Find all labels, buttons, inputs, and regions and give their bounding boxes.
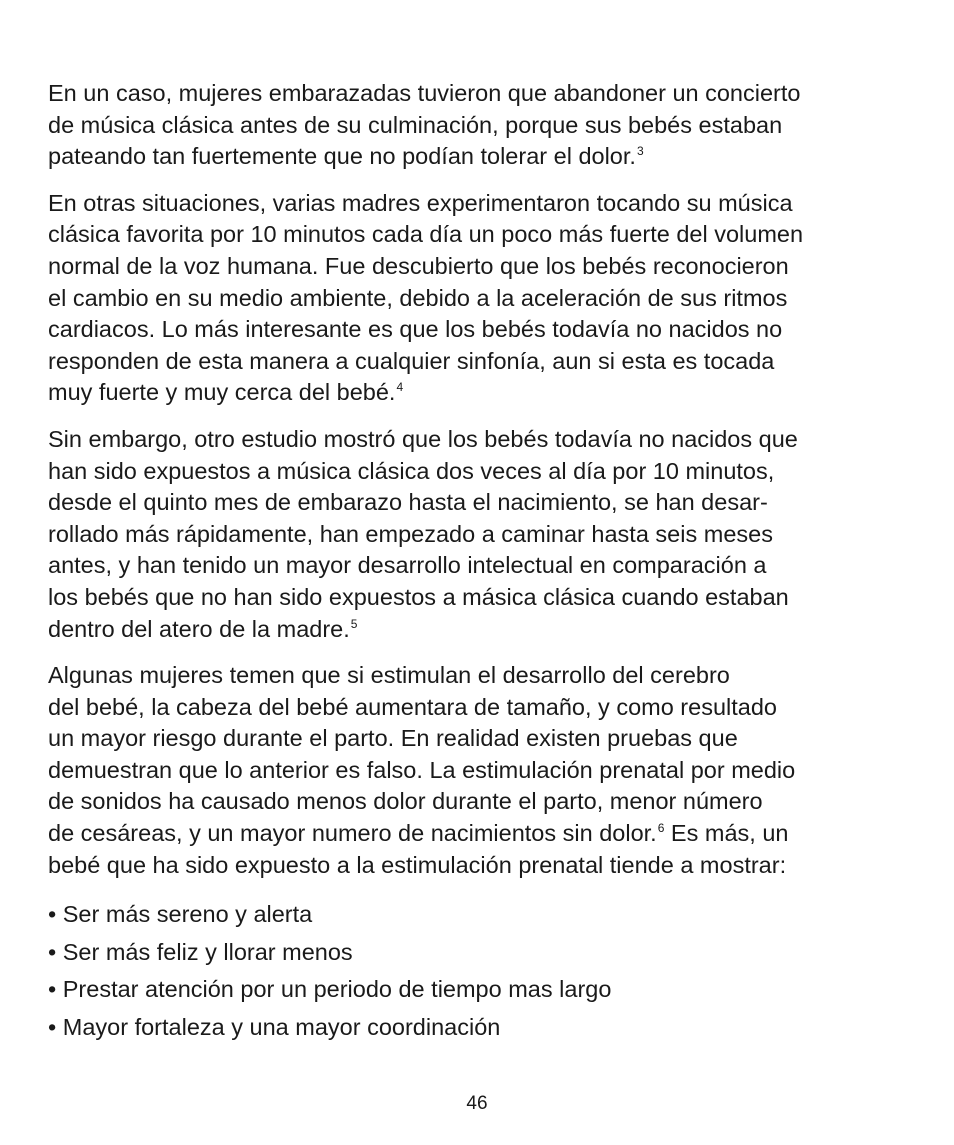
text-line: responden de esta manera a cualquier sinfonía, aun si esta es tocada	[48, 347, 775, 374]
text-line: En un caso, mujeres embarazadas tuvieron que abandoner un concierto	[48, 80, 801, 106]
text-line	[48, 141, 918, 173]
text-line: En otras situaciones, varias madres experimentaron tocando su música	[48, 189, 793, 216]
footnote-marker: 6	[657, 821, 665, 836]
text-line	[48, 614, 918, 646]
page-number: 46	[466, 1093, 488, 1114]
list-item: • Ser más feliz y llorar menos	[48, 938, 353, 965]
text-line-content: muy fuerte y muy cerca del bebé.	[48, 379, 396, 406]
page-body	[48, 78, 918, 1047]
text-line: de música clásica antes de su culminación, porque sus bebés estaban	[48, 111, 783, 138]
text-line: del bebé, la cabeza del bebé aumentara de tamaño, y como resultado	[48, 693, 777, 720]
text-line: demuestran que lo anterior es falso. La estimulación prenatal por medio	[48, 756, 796, 783]
list-item: • Mayor fortaleza y una mayor coordinación	[48, 1014, 501, 1041]
text-line: clásica favorita por 10 minutos cada día un poco más fuerte del volumen	[48, 221, 804, 248]
list-item: • Ser más sereno y alerta	[48, 901, 313, 928]
text-line: Sin embargo, otro estudio mostró que los bebés todavía no nacidos que	[48, 425, 798, 452]
text-line	[48, 818, 918, 850]
text-line: un mayor riesgo durante el parto. En realidad existen pruebas que	[48, 725, 738, 752]
text-line: rollado más rápidamente, han empezado a caminar hasta seis meses	[48, 520, 773, 547]
paragraph-3	[48, 424, 918, 645]
text-line: los bebés que no han sido expuestos a másica clásica cuando estaban	[48, 583, 789, 610]
text-line: han sido expuestos a música clásica dos veces al día por 10 minutos,	[48, 457, 775, 484]
paragraph-4	[48, 660, 918, 881]
text-line: desde el quinto mes de embarazo hasta el nacimiento, se han desar-	[48, 489, 768, 516]
paragraph-2	[48, 188, 918, 409]
text-line	[48, 377, 918, 409]
text-line: antes, y han tenido un mayor desarrollo intelectual en comparación a	[48, 552, 767, 579]
text-line: Algunas mujeres temen que si estimulan el desarrollo del cerebro	[48, 662, 730, 689]
text-line-content: dentro del atero de la madre.	[48, 615, 350, 642]
text-line: el cambio en su medio ambiente, debido a la aceleración de sus ritmos	[48, 284, 788, 311]
footnote-marker: 4	[396, 380, 404, 395]
text-line-content: de cesáreas, y un mayor numero de nacimientos sin dolor.	[48, 820, 657, 847]
paragraph-1	[48, 78, 918, 173]
footnote-marker: 5	[350, 616, 358, 631]
text-line: de sonidos ha causado menos dolor durante el parto, menor número	[48, 788, 763, 815]
text-line: normal de la voz humana. Fue descubierto que los bebés reconocieron	[48, 252, 789, 279]
bullet-list	[48, 896, 918, 1046]
footnote-marker: 3	[636, 144, 644, 159]
text-line-continuation: Es más, un	[664, 820, 789, 847]
text-line-content: pateando tan fuertemente que no podían tolerar el dolor.	[48, 143, 636, 170]
list-item: • Prestar atención por un periodo de tiempo mas largo	[48, 976, 612, 1003]
text-line: bebé que ha sido expuesto a la estimulación prenatal tiende a mostrar:	[48, 851, 787, 878]
text-line: cardiacos. Lo más interesante es que los bebés todavía no nacidos no	[48, 316, 783, 343]
